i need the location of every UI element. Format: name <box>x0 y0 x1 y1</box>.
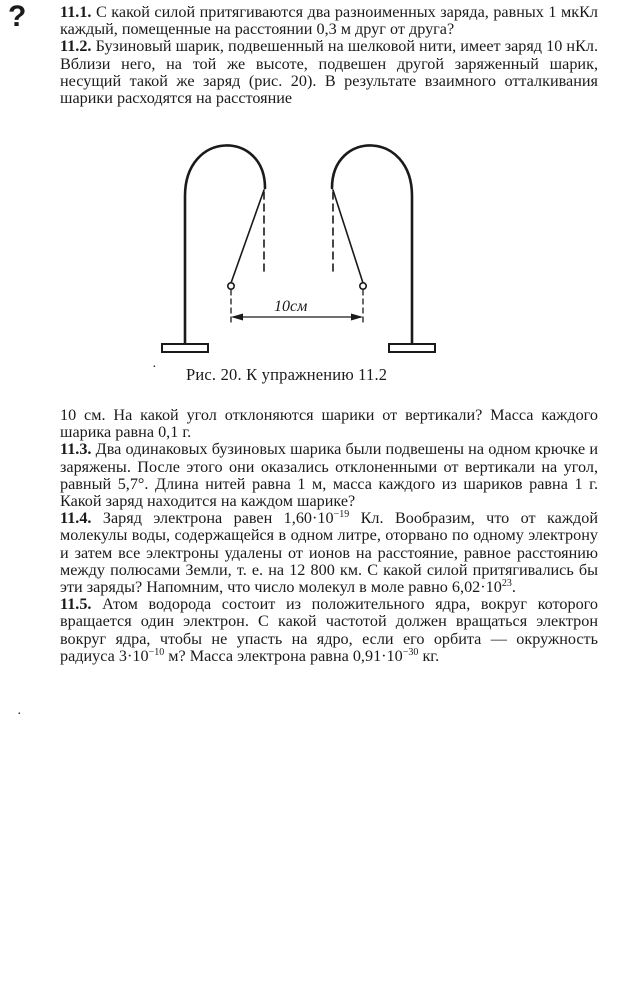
problem-11-2-continuation: 10 см. На какой угол отклоняются шарики от вертикали? Масса каждого шарика равна 0,1 г. <box>60 406 598 442</box>
problem-text: . <box>511 578 516 597</box>
problem-11-3 <box>60 441 598 510</box>
problem-text: Заряд электрона равен 1,60·10 <box>91 509 334 528</box>
problem-text: Два одинаковых бузиновых шарика были подвешены на одном крючке и заряжены. После этого они оказались отклоненными от вертикали на угол, равный 5,7°. Длина нитей равна 1 м, масса каждого из шариков равна 1 г. Какой заряд находится на каждом шарике? <box>60 440 598 511</box>
figure-caption: Рис. 20. К упражнению 11.2 <box>186 365 388 384</box>
problem-number: 11.3. <box>60 440 92 459</box>
problem-11-1 <box>60 4 598 38</box>
suspended-balls-diagram <box>150 138 450 370</box>
problem-number: 11.4. <box>60 509 92 528</box>
figure-20 <box>150 138 450 370</box>
problem-text: Кл. Вообразим, что от каждой молекулы воды, содержащейся в одном литре, оторвано по одному электрону и затем все электроны удалены от ионов на расстояние, равное расстоянию между полюсами Земли, т. е. на 12 800 км. С какой силой притягивались бы эти заряды? Напомним, что число молекул в моле равно 6,02·10 <box>60 509 598 597</box>
exponent: −19 <box>333 509 350 521</box>
right-arrow-head <box>351 314 363 321</box>
problem-11-4 <box>60 510 598 596</box>
problem-11-5 <box>60 596 598 665</box>
problem-text: Бузиновый шарик, подвешенный на шелковой нити, имеет заряд 10 нКл. Вблизи него, на той же высоте, подвешен другой заряженный шарик, несущий такой же заряд (рис. 20). В результате взаимного отталкивания шарики расходятся на расстояние <box>60 37 598 108</box>
left-ball <box>228 283 234 289</box>
left-stand <box>185 145 265 344</box>
right-thread <box>333 190 363 283</box>
right-ball <box>360 283 366 289</box>
problem-number: 11.1. <box>60 3 92 21</box>
problem-text: С какой силой притягиваются два разноименных заряда, равных 1 мкКл каждый, помещенные на расстоянии 0,3 м друг от друга? <box>60 3 598 39</box>
problem-number: 11.5. <box>60 595 92 614</box>
problem-text: м? Масса электрона равна 0,91·10 <box>164 646 403 665</box>
question-mark-icon: ? <box>8 0 27 33</box>
problem-text: кг. <box>418 646 440 665</box>
right-stand <box>332 145 412 344</box>
problem-11-2 <box>60 38 598 107</box>
problems-bottom-block <box>60 407 598 665</box>
distance-label: 10см <box>274 298 308 315</box>
exponent: −10 <box>148 646 165 658</box>
right-stand-base <box>389 344 435 352</box>
problem-text: Атом водорода состоит из положительного ядра, вокруг которого вращается один электрон. С какой частотой должен вращаться электрон вокруг ядра, чтобы не упасть на ядро, если его орбита — окружность радиуса 3·10 <box>60 595 598 665</box>
left-arrow-head <box>231 314 243 321</box>
left-thread <box>231 190 264 283</box>
problems-top-block <box>60 4 598 107</box>
exponent: −30 <box>402 646 419 658</box>
speck: · <box>152 360 157 375</box>
problem-number: 11.2. <box>60 37 92 56</box>
exponent: 23 <box>501 578 512 590</box>
left-stand-base <box>162 344 208 352</box>
speck: · <box>17 707 22 722</box>
